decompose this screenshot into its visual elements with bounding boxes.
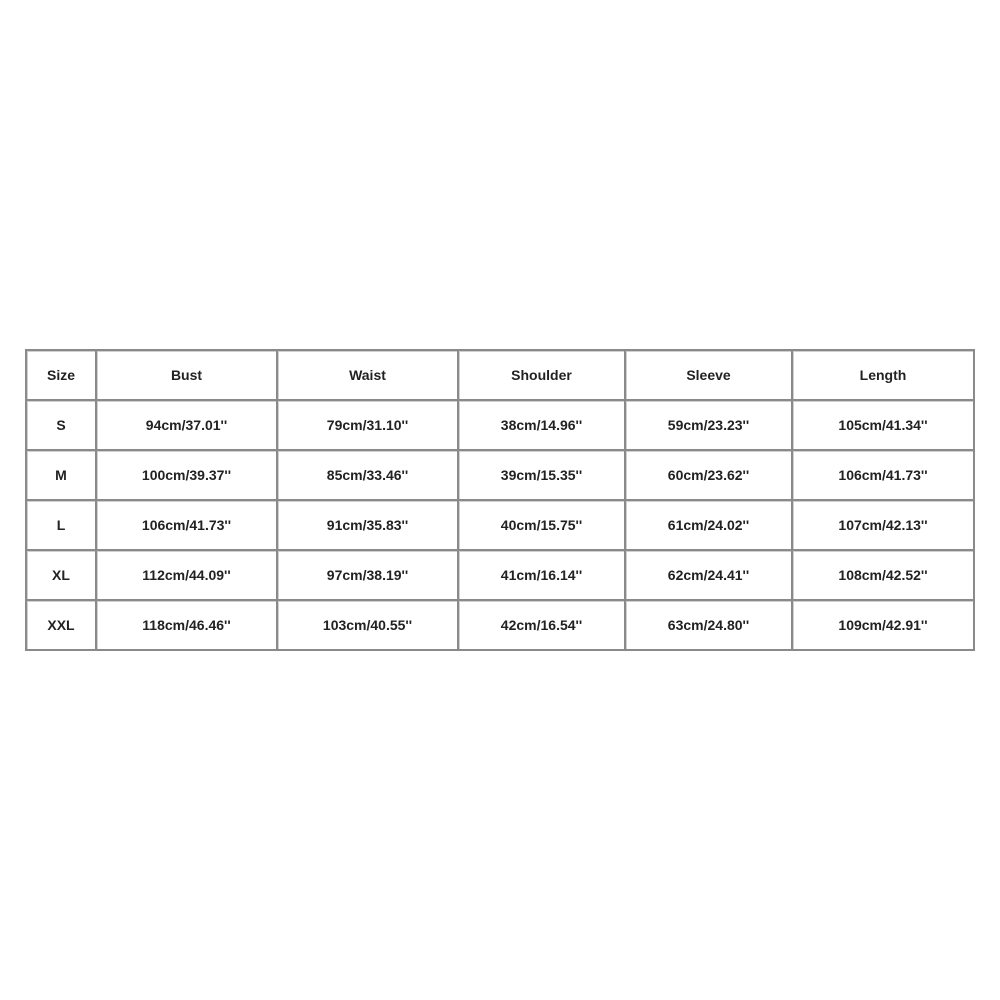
cell-size: XL <box>27 551 97 601</box>
cell-bust: 94cm/37.01'' <box>97 401 278 451</box>
cell-waist: 103cm/40.55'' <box>278 601 459 651</box>
cell-sleeve: 60cm/23.62'' <box>626 451 793 501</box>
header-length: Length <box>793 351 975 401</box>
cell-sleeve: 61cm/24.02'' <box>626 501 793 551</box>
table-body <box>27 401 975 651</box>
cell-waist: 97cm/38.19'' <box>278 551 459 601</box>
table-row <box>27 451 975 501</box>
header-shoulder: Shoulder <box>459 351 626 401</box>
cell-shoulder: 38cm/14.96'' <box>459 401 626 451</box>
cell-shoulder: 42cm/16.54'' <box>459 601 626 651</box>
cell-size: S <box>27 401 97 451</box>
table-row <box>27 551 975 601</box>
cell-bust: 100cm/39.37'' <box>97 451 278 501</box>
cell-shoulder: 41cm/16.14'' <box>459 551 626 601</box>
cell-size: L <box>27 501 97 551</box>
header-sleeve: Sleeve <box>626 351 793 401</box>
table-row <box>27 501 975 551</box>
header-waist: Waist <box>278 351 459 401</box>
cell-length: 108cm/42.52'' <box>793 551 975 601</box>
cell-length: 107cm/42.13'' <box>793 501 975 551</box>
cell-bust: 112cm/44.09'' <box>97 551 278 601</box>
cell-sleeve: 59cm/23.23'' <box>626 401 793 451</box>
cell-length: 109cm/42.91'' <box>793 601 975 651</box>
table-header <box>27 351 975 401</box>
size-chart-table <box>25 349 975 651</box>
cell-waist: 79cm/31.10'' <box>278 401 459 451</box>
cell-size: XXL <box>27 601 97 651</box>
cell-bust: 118cm/46.46'' <box>97 601 278 651</box>
header-size: Size <box>27 351 97 401</box>
cell-shoulder: 39cm/15.35'' <box>459 451 626 501</box>
cell-sleeve: 62cm/24.41'' <box>626 551 793 601</box>
cell-size: M <box>27 451 97 501</box>
cell-bust: 106cm/41.73'' <box>97 501 278 551</box>
cell-waist: 91cm/35.83'' <box>278 501 459 551</box>
header-bust: Bust <box>97 351 278 401</box>
cell-waist: 85cm/33.46'' <box>278 451 459 501</box>
table-row <box>27 401 975 451</box>
cell-length: 106cm/41.73'' <box>793 451 975 501</box>
header-row <box>27 351 975 401</box>
cell-sleeve: 63cm/24.80'' <box>626 601 793 651</box>
cell-shoulder: 40cm/15.75'' <box>459 501 626 551</box>
cell-length: 105cm/41.34'' <box>793 401 975 451</box>
table-row <box>27 601 975 651</box>
